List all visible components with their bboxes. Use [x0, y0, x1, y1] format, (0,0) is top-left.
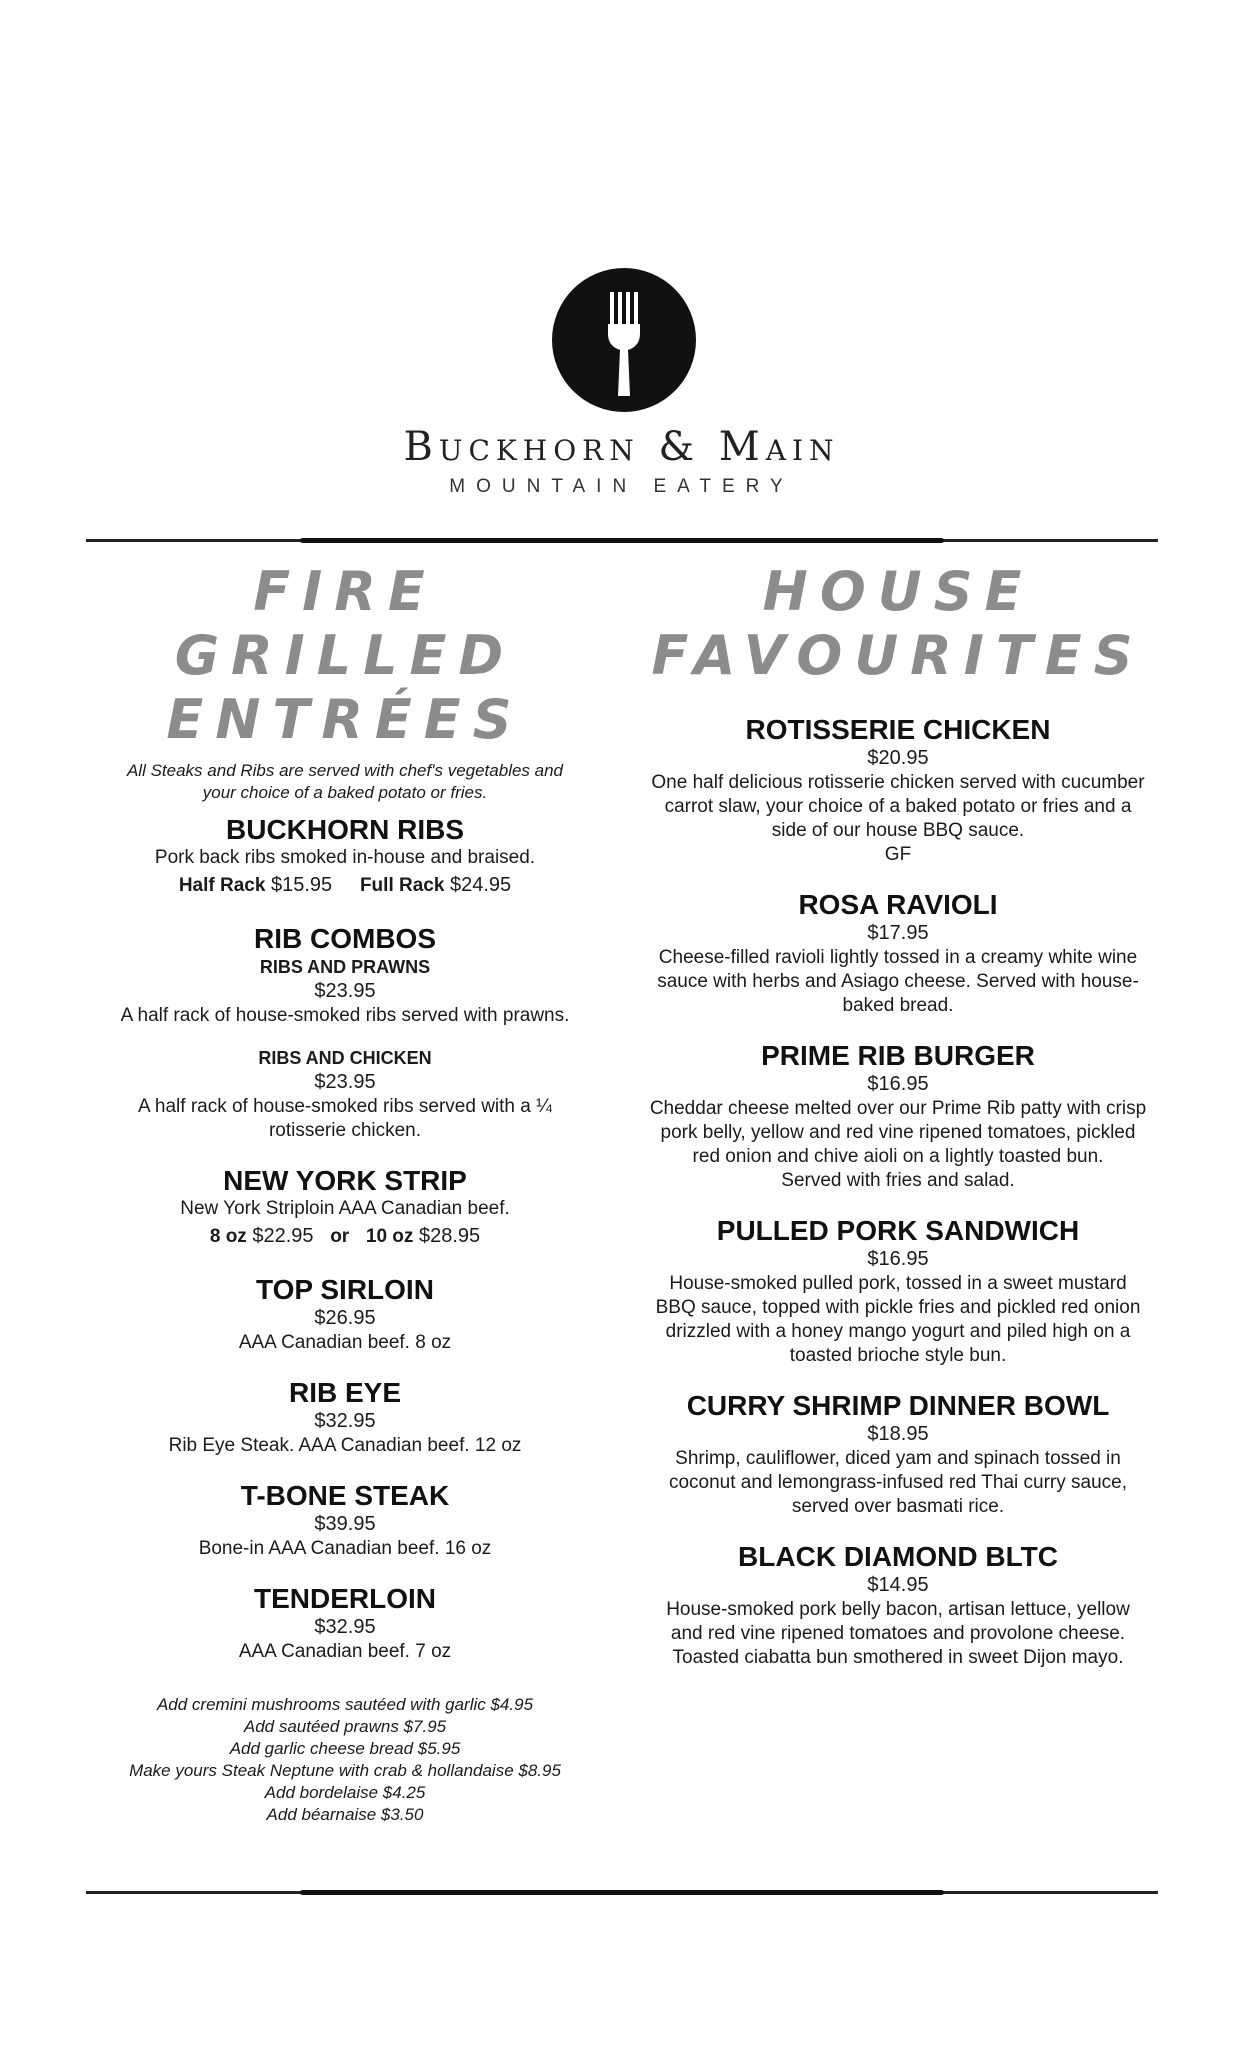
item-price: $16.95 — [867, 1073, 929, 1095]
item-desc: AAA Canadian beef. 8 oz — [238, 1332, 452, 1353]
item-name: T-BONE STEAK — [240, 1480, 450, 1511]
option-separator: or — [330, 1226, 350, 1247]
sub-item — [110, 1046, 580, 1143]
item-desc: Bone-in AAA Canadian beef. 16 oz — [198, 1538, 492, 1559]
menu-item — [648, 1390, 1148, 1519]
add-on-item: Add sautéed prawns $7.95 — [243, 1717, 447, 1736]
item-price: $18.95 — [867, 1423, 929, 1445]
item-note: Served with fries and salad. — [781, 1170, 1015, 1191]
item-name: ROTISSERIE CHICKEN — [745, 714, 1051, 745]
menu-item — [110, 1583, 580, 1664]
item-name: BUCKHORN RIBS — [226, 814, 464, 845]
item-price: $32.95 — [314, 1410, 376, 1432]
item-desc: House-smoked pork belly bacon, artisan lettuce, yellow and red vine ripened tomatoes and provolone cheese. Toasted ciabatta bun smothered in sweet Dijon mayo. — [666, 1599, 1130, 1668]
house-favourites-section — [648, 560, 1148, 1692]
option-label: 8 oz — [209, 1226, 247, 1247]
option-price: $22.95 — [252, 1225, 314, 1247]
item-name: PULLED PORK SANDWICH — [716, 1215, 1080, 1246]
section-intro: All Steaks and Ribs are served with chef's vegetables and your choice of a baked potato or fries. — [126, 761, 564, 802]
item-desc: New York Striploin AAA Canadian beef. — [180, 1198, 510, 1219]
menu-item — [110, 1274, 580, 1355]
item-name: ROSA RAVIOLI — [798, 889, 998, 920]
option-price: $24.95 — [450, 874, 512, 896]
sub-item-name: RIBS AND PRAWNS — [259, 957, 431, 977]
option-label: Full Rack — [359, 875, 445, 896]
title-line: FIRE GRILLED — [174, 560, 516, 687]
title-line: FAVOURITES — [651, 624, 1145, 687]
brand-name: Buckhorn & Main — [403, 424, 840, 470]
item-options — [110, 1221, 580, 1252]
add-ons-list — [110, 1694, 580, 1826]
item-name: CURRY SHRIMP DINNER BOWL — [686, 1390, 1110, 1421]
menu-item — [110, 1165, 580, 1252]
sub-item-name: RIBS AND CHICKEN — [258, 1048, 432, 1068]
item-desc: House-smoked pulled pork, tossed in a sweet mustard BBQ sauce, topped with pickle fries and pickled red onion drizzled with a honey mango yogurt and piled high on a toasted brioche style bun. — [655, 1273, 1141, 1366]
item-price: $23.95 — [314, 980, 376, 1002]
item-price: $17.95 — [867, 922, 929, 944]
add-on-item: Add cremini mushrooms sautéed with garlic $4.95 — [156, 1695, 534, 1714]
item-desc: A half rack of house-smoked ribs served with a ¼ rotisserie chicken. — [138, 1096, 552, 1141]
item-name: NEW YORK STRIP — [223, 1165, 467, 1196]
menu-item — [110, 814, 580, 901]
item-name: PRIME RIB BURGER — [761, 1040, 1035, 1071]
fire-grilled-section — [110, 560, 580, 1826]
menu-item — [110, 1480, 580, 1561]
menu-item — [648, 1040, 1148, 1193]
option-price: $15.95 — [270, 874, 333, 896]
item-desc: Pork back ribs smoked in-house and braised. — [154, 847, 536, 868]
title-line: HOUSE — [762, 560, 1034, 623]
item-name: TENDERLOIN — [254, 1583, 436, 1614]
menu-item — [110, 923, 580, 1143]
item-price: $23.95 — [314, 1071, 376, 1093]
menu-item — [648, 1215, 1148, 1368]
item-desc: Cheese-filled ravioli lightly tossed in a creamy white wine sauce with herbs and Asiago cheese. Served with house-baked bread. — [657, 947, 1139, 1016]
add-on-item: Add bordelaise $4.25 — [264, 1783, 426, 1802]
menu-item — [110, 1377, 580, 1458]
sub-item — [110, 955, 580, 1028]
item-price: $32.95 — [314, 1616, 376, 1638]
option-label: Half Rack — [178, 875, 266, 896]
title-line: ENTRÉES — [166, 688, 524, 751]
section-title-fire-grilled — [110, 560, 580, 752]
item-name: TOP SIRLOIN — [256, 1274, 434, 1305]
item-desc: Rib Eye Steak. AAA Canadian beef. 12 oz — [168, 1435, 522, 1456]
item-desc: AAA Canadian beef. 7 oz — [238, 1641, 452, 1662]
item-desc: A half rack of house-smoked ribs served with prawns. — [120, 1005, 570, 1026]
item-name: BLACK DIAMOND BLTC — [738, 1541, 1058, 1572]
item-price: $20.95 — [867, 747, 929, 769]
menu-item — [648, 889, 1148, 1018]
item-note: GF — [884, 844, 912, 865]
item-price: $26.95 — [314, 1307, 376, 1329]
add-on-item: Add garlic cheese bread $5.95 — [229, 1739, 461, 1758]
item-name: RIB EYE — [288, 1377, 402, 1408]
option-label: 10 oz — [365, 1226, 414, 1247]
fork-icon — [552, 268, 696, 412]
add-on-item: Make yours Steak Neptune with crab & hollandaise $8.95 — [129, 1761, 561, 1780]
top-divider — [86, 539, 1158, 542]
item-price: $16.95 — [867, 1248, 929, 1270]
bottom-divider — [86, 1891, 1158, 1894]
item-desc: Shrimp, cauliflower, diced yam and spinach tossed in coconut and lemongrass-infused red Thai curry sauce, served over basmati rice. — [668, 1448, 1127, 1517]
menu-item — [648, 714, 1148, 867]
add-on-item: Add béarnaise $3.50 — [266, 1805, 424, 1824]
brand-tagline: MOUNTAIN EATERY — [449, 476, 794, 497]
item-price: $14.95 — [867, 1574, 929, 1596]
item-desc: One half delicious rotisserie chicken served with cucumber carrot slaw, your choice of a baked potato or fries and a side of our house BBQ sauce. — [651, 772, 1145, 841]
item-price: $39.95 — [314, 1513, 376, 1535]
item-options — [110, 870, 580, 901]
item-desc: Cheddar cheese melted over our Prime Rib patty with crisp pork belly, yellow and red vine ripened tomatoes, pickled red onion and chive aioli on a lightly toasted bun. — [649, 1098, 1147, 1167]
option-price: $28.95 — [418, 1225, 481, 1247]
section-title-house-favourites — [648, 560, 1148, 688]
item-name: RIB COMBOS — [254, 923, 436, 954]
menu-item — [648, 1541, 1148, 1670]
